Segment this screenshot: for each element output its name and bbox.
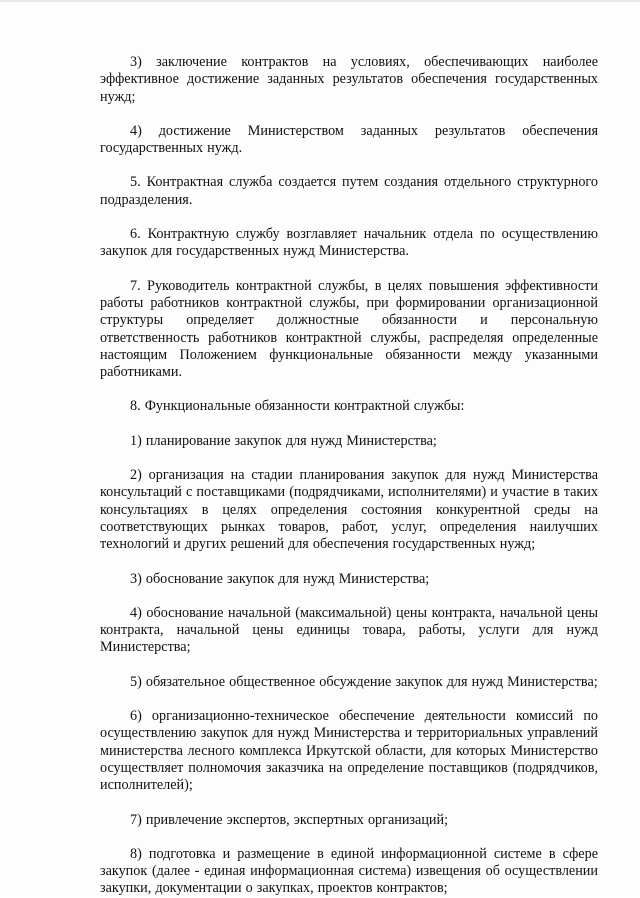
scan-edge bbox=[0, 0, 640, 2]
duty-2-consultations: 2) организация на стадии планирования закупок для нужд Министерства консультаций с поставщиками (подрядчиками, исполнителями) и участие в таких консультациях в целях определения состояния конкурентной среды на соответствующих рынках товаров, работ, услуг, определения наилучших технологий и других решений для обеспечения государственных нужд; bbox=[100, 467, 598, 553]
paragraph-3-contracts: 3) заключение контрактов на условиях, обеспечивающих наиболее эффективное достижение заданных результатов обеспечения государственных нужд; bbox=[100, 54, 598, 105]
duty-6-commissions: 6) организационно-техническое обеспечение деятельности комиссий по осуществлению закупок для нужд Министерства и территориальных управлений министерства лесного комплекса Иркутской области, для которых Министерство осуществляет полномочия заказчика на определение поставщиков (подрядчиков, исполнителей); bbox=[100, 708, 598, 794]
paragraph-5-creation: 5. Контрактная служба создается путем создания отдельного структурного подразделения. bbox=[100, 174, 598, 208]
duty-7-experts: 7) привлечение экспертов, экспертных организаций; bbox=[130, 811, 449, 828]
document-body bbox=[100, 54, 598, 898]
paragraph-8-duties-heading: 8. Функциональные обязанности контрактной службы: bbox=[130, 398, 465, 415]
duty-4-price-justification: 4) обоснование начальной (максимальной) цены контракта, начальной цены контракта, начальной цены единицы товара, работы, услуги для нужд Министерства; bbox=[100, 604, 598, 656]
duty-1-planning: 1) планирование закупок для нужд Министерства; bbox=[130, 432, 437, 449]
paragraph-7-manager: 7. Руководитель контрактной службы, в целях повышения эффективности работы работников контрактной службы, при формировании организационной структуры определяет должностные обязанности и персональную ответственность работников контрактной службы, распределяя определенные настоящим Положением функциональные обязанности между указанными работниками. bbox=[100, 277, 598, 381]
duty-5-public-discussion: 5) обязательное общественное обсуждение закупок для нужд Министерства; bbox=[130, 673, 598, 690]
duty-3-justification: 3) обоснование закупок для нужд Министерства; bbox=[130, 570, 430, 587]
duty-8-publication: 8) подготовка и размещение в единой информационной системе в сфере закупок (далее - единая информационная система) извещения об осуществлении закупки, документации о закупках, проектов контрактов; bbox=[100, 845, 598, 897]
paragraph-4-results: 4) достижение Министерством заданных результатов обеспечения государственных нужд. bbox=[100, 122, 598, 157]
paragraph-6-head: 6. Контрактную службу возглавляет начальник отдела по осуществлению закупок для государственных нужд Министерства. bbox=[100, 226, 598, 260]
